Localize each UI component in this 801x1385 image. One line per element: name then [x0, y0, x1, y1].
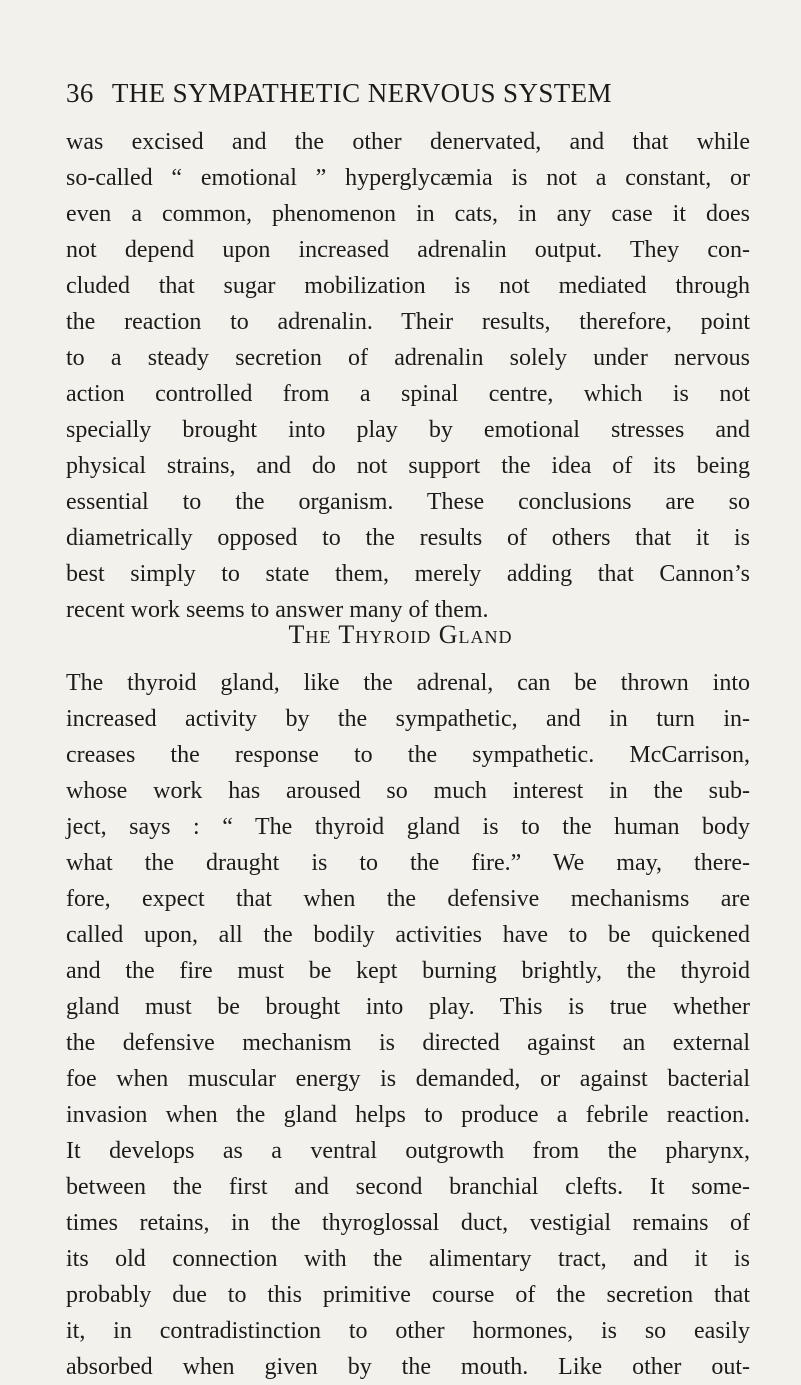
text-line: not depend upon increased adrenalin output. They con-	[66, 237, 750, 263]
text-line: diametrically opposed to the results of others that it is	[66, 525, 750, 551]
text-line: increased activity by the sympathetic, and in turn in-	[66, 706, 750, 732]
text-line: probably due to this primitive course of the secretion that	[66, 1282, 750, 1308]
text-line: between the first and second branchial clefts. It some-	[66, 1174, 750, 1200]
text-line: was excised and the other denervated, and that while	[66, 129, 750, 155]
text-line: foe when muscular energy is demanded, or against bacterial	[66, 1066, 750, 1092]
text-line: its old connection with the alimentary tract, and it is	[66, 1246, 750, 1272]
text-line: creases the response to the sympathetic. McCarrison,	[66, 742, 750, 768]
text-line: gland must be brought into play. This is true whether	[66, 994, 750, 1020]
text-line: physical strains, and do not support the idea of its being	[66, 453, 750, 479]
text-line: even a common, phenomenon in cats, in any case it does	[66, 201, 750, 227]
text-line: called upon, all the bodily activities have to be quickened	[66, 922, 750, 948]
text-line: the defensive mechanism is directed against an external	[66, 1030, 750, 1056]
text-line: It develops as a ventral outgrowth from the pharynx,	[66, 1138, 750, 1164]
page-number: 36	[66, 78, 94, 108]
text-line: whose work has aroused so much interest in the sub-	[66, 778, 750, 804]
running-head	[66, 78, 706, 108]
text-line: to a steady secretion of adrenalin solely under nervous	[66, 345, 750, 371]
text-line: recent work seems to answer many of them.	[66, 597, 489, 623]
text-line: specially brought into play by emotional stresses and	[66, 417, 750, 443]
text-line: invasion when the gland helps to produce a febrile reaction.	[66, 1102, 750, 1128]
text-line: best simply to state them, merely adding that Cannon’s	[66, 561, 750, 587]
text-line: times retains, in the thyroglossal duct, vestigial remains of	[66, 1210, 750, 1236]
text-line: action controlled from a spinal centre, which is not	[66, 381, 750, 407]
text-line: it, in contradistinction to other hormones, is so easily	[66, 1318, 750, 1344]
section-heading: The Thyroid Gland	[288, 620, 513, 649]
text-line: absorbed when given by the mouth. Like other out-	[66, 1354, 750, 1380]
text-line: essential to the organism. These conclusions are so	[66, 489, 750, 515]
paragraph-thyroid	[66, 665, 750, 1385]
text-line: ject, says : “ The thyroid gland is to the human body	[66, 814, 750, 840]
paragraph-continued	[66, 124, 750, 628]
text-line: The thyroid gland, like the adrenal, can be thrown into	[66, 670, 750, 696]
text-line: what the draught is to the fire.” We may, there-	[66, 850, 750, 876]
text-line: the reaction to adrenalin. Their results, therefore, point	[66, 309, 750, 335]
text-line: so-called “ emotional ” hyperglycæmia is not a constant, or	[66, 165, 750, 191]
text-line: and the fire must be kept burning brightly, the thyroid	[66, 958, 750, 984]
text-line: fore, expect that when the defensive mechanisms are	[66, 886, 750, 912]
text-line: cluded that sugar mobilization is not mediated through	[66, 273, 750, 299]
running-title: THE SYMPATHETIC NERVOUS SYSTEM	[111, 78, 612, 108]
